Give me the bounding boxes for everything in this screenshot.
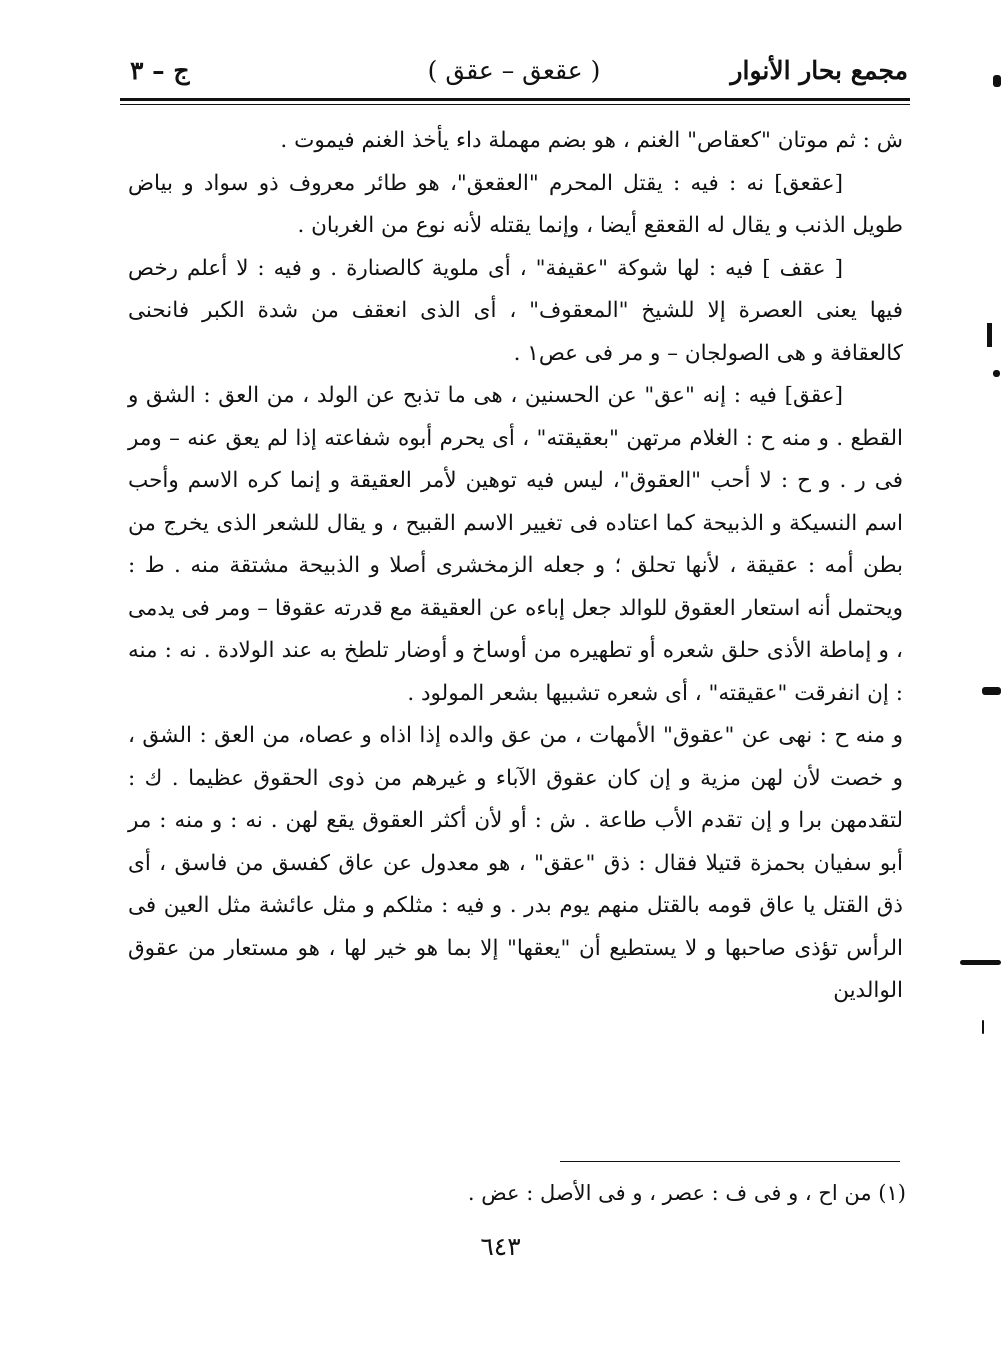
- running-header: [120, 50, 908, 94]
- paragraph: [عقق] فيه : إنه "عق" عن الحسنين ، هى ما تذبح عن الولد ، من العق : الشق و القطع . و منه ح : الغلام مرتهن "بعقيقته" ، أى يحرم أبوه شفاعته إذا لم يعق عنه – ومر فى ر . و ح : لا أحب "العقوق"، ليس فيه توهين لأمر العقيقة و إنما كره الاسم وأحب اسم النسيكة و الذبيحة كما اعتاده فى تغيير الاسم القبيح ، و يقال للشعر الذى يخرج من بطن أمه : عقيقة ، لأنها تحلق ؛ و جعله الزمخشرى أصلا و الذبيحة مشتقة منه . ط : ويحتمل أنه استعار العقوق للوالد جعل إباءه عن العقيقة مع قدرته عقوقا – ومر فى يدمى ، و إماطة الأذى حلق شعره أو تطهيره من أوساخ و أوضار تلطخ به عند الولادة . نه : منه : إن انفرقت "عقيقته" ، أى شعره تشبيها بشعر المولود .: [128, 383, 903, 706]
- margin-mark: [987, 323, 1001, 347]
- book-title: مجمع بحار الأنوار: [730, 56, 908, 85]
- volume-number: ج – ٣: [130, 56, 190, 85]
- paragraph: [ عقف ] فيه : لها شوكة "عقيفة" ، أى ملوية كالصنارة . و فيه : لا أعلم رخص فيها يعنى العصرة إلا للشيخ "المعقوف" ، أى الذى انعقف من شدة الكبر فانحنى كالعقافة و هى الصولجان – و مر فى عص١ .: [128, 255, 903, 366]
- footnote: (١) من اح ، و فى ف : عصر ، و فى الأصل : عض .: [467, 1181, 906, 1205]
- margin-mark: [993, 75, 1001, 87]
- margin-mark: [993, 370, 1000, 377]
- paragraph: ش : ثم موتان "كعقاص" الغنم ، هو بضم مهملة داء يأخذ الغنم فيموت .: [280, 128, 903, 153]
- paragraph: [عقعق] نه : فيه : يقتل المحرم "العقعق"، هو طائر معروف ذو سواد و بياض طويل الذنب و يقال له القعقع أيضا ، وإنما يقتله لأنه نوع من الغربان .: [128, 170, 903, 238]
- paragraph: و منه ح : نهى عن "عقوق" الأمهات ، من عق والده إذا اذاه و عصاه، من العق : الشق ، و خصت لأن لهن مزية و إن كان عقوق الآباء و غيرهم من ذوى الحقوق عظيما . ك : لتقدمهن برا و إن تقدم الأب طاعة . ش : أو لأن أكثر العقوق يقع لهن . نه : و منه : مر أبو سفيان بحمزة قتيلا فقال : ذق "عقق" ، هو معدول عن عاق كفسق من فاسق ، أى ذق القتل يا عاق قومه بالقتل منهم يوم بدر . و فيه : مثلكم و مثل عائشة مثل العين فى الرأس تؤذى صاحبها و لا يستطيع أن "يعقها" إلا بما هو خير لها ، هو مستعار من عقوق الوالدين: [128, 723, 903, 1003]
- main-text: [128, 120, 903, 1013]
- page-number: ٦٤٣: [480, 1232, 521, 1261]
- margin-mark: [960, 960, 1001, 965]
- margin-mark: [982, 1020, 984, 1034]
- header-rule: [120, 98, 910, 105]
- entry-range: ( عقعق – عقق ): [427, 56, 601, 85]
- footnote-rule: [560, 1161, 900, 1162]
- margin-mark: [982, 687, 1001, 695]
